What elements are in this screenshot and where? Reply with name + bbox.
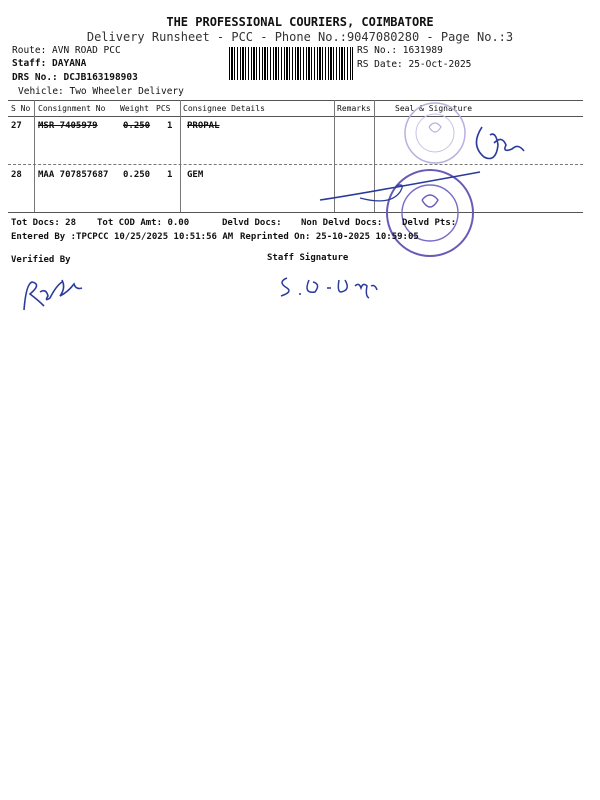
rs-date: RS Date: 25-Oct-2025 [357,59,472,70]
col-pcs: PCS [156,104,171,113]
col-consignee: Consignee Details [183,104,265,113]
staff-signature-label: Staff Signature [267,253,349,263]
total-cod: Tot COD Amt: 0.00 [97,218,190,228]
entered-by: Entered By :TPCPCC 10/25/2025 10:51:56 AM [11,232,234,242]
signature-row-27 [470,115,535,165]
row-consignment: MSR 7405979 [38,121,98,131]
row-consignment: MAA 707857687 [38,170,109,180]
vehicle-label: Vehicle: Two Wheeler Delivery [18,86,184,97]
row-sno: 28 [11,170,22,180]
company-title: THE PROFESSIONAL COURIERS, COIMBATORE [166,15,434,29]
staff-signature [275,272,385,302]
total-docs: Tot Docs: 28 [11,218,77,228]
row-weight: 0.250 [123,121,151,131]
row-pcs: 1 [167,121,173,131]
non-delivered-docs: Non Delvd Docs: [301,218,383,228]
row-pcs: 1 [167,170,173,180]
verifier-signature [18,270,98,318]
reprinted-on: Reprinted On: 25-10-2025 10:59:05 [240,232,419,242]
route-label: Route: AVN ROAD PCC [12,45,121,56]
drs-number: DRS No.: DCJB163198903 [12,72,138,83]
row-consignee: PROPAL [187,121,220,131]
delivered-docs: Delvd Docs: [222,218,282,228]
col-sno: S No [11,104,31,113]
verified-by-label: Verified By [11,255,71,265]
row-sno: 27 [11,121,22,131]
col-weight: Weight [120,104,149,113]
rs-number: RS No.: 1631989 [357,45,443,56]
row-consignee: GEM [187,170,204,180]
row-weight: 0.250 [123,170,151,180]
delivered-points: Delvd Pts: [402,218,457,228]
barcode [229,47,353,80]
col-remarks: Remarks [337,104,371,113]
runsheet-subtitle: Delivery Runsheet - PCC - Phone No.:9047080280 - Page No.:3 [86,30,514,44]
col-seal: Seal & Signature [395,104,473,113]
staff-label: Staff: DAYANA [12,58,87,69]
col-consignment: Consignment No [38,104,106,113]
